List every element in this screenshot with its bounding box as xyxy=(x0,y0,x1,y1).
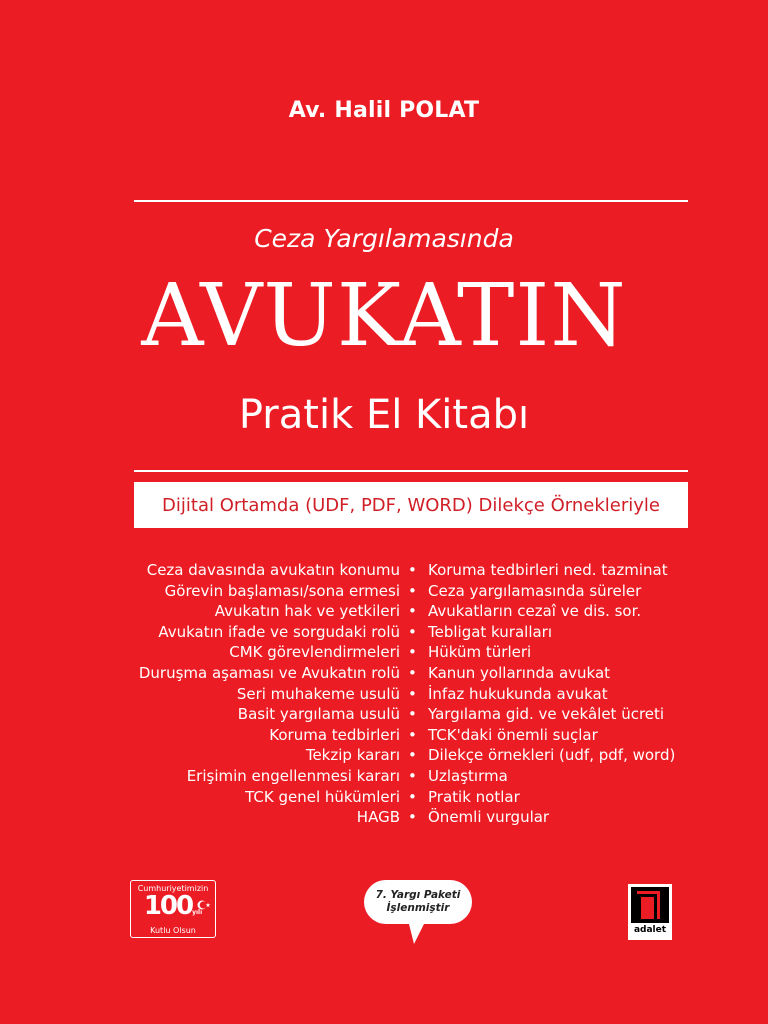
publisher-name: adalet xyxy=(633,925,667,935)
feature-banner xyxy=(134,482,688,528)
topic-right-item xyxy=(408,622,748,643)
bullet-icon: • xyxy=(408,561,417,579)
topic-left-item: Seri muhakeme usulü xyxy=(236,684,400,703)
topic-right-item xyxy=(408,787,748,808)
topic-right-item xyxy=(408,642,748,663)
topic-right-text: Pratik notlar xyxy=(428,787,520,806)
topic-left-item: Koruma tedbirleri xyxy=(269,725,400,744)
topic-right-item xyxy=(408,704,748,725)
bullet-icon: • xyxy=(408,787,417,806)
badge-suffix: yılı xyxy=(192,909,203,916)
bullet-icon: • xyxy=(408,746,417,765)
topic-right-item xyxy=(408,663,748,684)
topics-right-list xyxy=(408,560,748,828)
topic-right-item xyxy=(408,684,748,705)
topic-left-item: Avukatın ifade ve sorgudaki rolü xyxy=(158,622,400,641)
badge-top-text: Cumhuriyetimizin xyxy=(137,884,209,893)
top-divider xyxy=(134,200,688,202)
topic-right-text: Önemli vurgular xyxy=(428,808,550,827)
topic-left-item: Ceza davasında avukatın konumu xyxy=(146,561,400,579)
bullet-icon: • xyxy=(408,643,417,662)
bubble-line-1: 7. Yargı Paketi xyxy=(375,889,461,901)
bubble-tail-icon xyxy=(404,920,434,946)
bullet-icon: • xyxy=(408,663,417,682)
bullet-icon: • xyxy=(408,705,417,724)
topic-right-text: Avukatların cezaî ve dis. sor. xyxy=(428,602,642,621)
publisher-mark-icon xyxy=(631,887,669,923)
topic-right-text: Koruma tedbirleri ned. tazminat xyxy=(428,561,668,579)
bottom-divider xyxy=(134,470,688,472)
topic-right-item xyxy=(408,725,748,746)
bullet-icon: • xyxy=(408,602,417,621)
topic-right-item xyxy=(408,581,748,602)
topic-right-text: Dilekçe örnekleri (udf, pdf, word) xyxy=(428,746,676,765)
crescent-star-icon xyxy=(197,899,211,911)
topic-right-text: Tebligat kuralları xyxy=(428,622,553,641)
bullet-icon: • xyxy=(408,581,417,600)
bullet-icon: • xyxy=(408,622,417,641)
badge-bottom-text: Kutlu Olsun xyxy=(150,926,196,935)
author-name: Av. Halil POLAT xyxy=(288,98,480,123)
topic-left-item: CMK görevlendirmeleri xyxy=(229,643,400,662)
title-prefix: Ceza Yargılamasında xyxy=(254,224,514,253)
topic-right-text: Hüküm türleri xyxy=(428,643,532,662)
judicial-package-bubble xyxy=(364,880,474,946)
topic-right-item xyxy=(408,601,748,622)
feature-banner-text: Dijital Ortamda (UDF, PDF, WORD) Dilekçe Örnekleriyle xyxy=(162,494,660,516)
topic-left-item: Basit yargılama usulü xyxy=(237,705,400,724)
topic-right-item xyxy=(408,745,748,766)
bubble-body xyxy=(364,880,472,924)
badge-number-text: 100 xyxy=(143,891,193,921)
bullet-icon: • xyxy=(408,684,417,703)
topic-left-item: TCK genel hükümleri xyxy=(245,787,400,806)
main-title: AVUKATIN xyxy=(141,266,627,366)
bullet-icon: • xyxy=(408,766,417,785)
topics-left-list xyxy=(60,560,400,828)
topic-right-text: Kanun yollarında avukat xyxy=(428,663,611,682)
topic-right-item xyxy=(408,766,748,787)
topic-right-text: TCK'daki önemli suçlar xyxy=(428,725,598,744)
topic-left-item: Tekzip kararı xyxy=(305,746,400,765)
topic-right-item xyxy=(408,560,748,581)
topic-left-item: Duruşma aşaması ve Avukatın rolü xyxy=(138,663,400,682)
bullet-icon: • xyxy=(408,725,417,744)
bubble-line-2: İşlenmiştir xyxy=(386,902,450,914)
sub-title: Pratik El Kitabı xyxy=(238,392,530,438)
centenary-badge xyxy=(130,880,216,938)
topic-right-item xyxy=(408,807,748,828)
publisher-logo xyxy=(628,884,672,940)
bullet-icon: • xyxy=(408,808,417,827)
topic-left-item: HAGB xyxy=(356,808,400,827)
topic-left-item: Erişimin engellenmesi kararı xyxy=(186,766,400,785)
topic-left-item: Görevin başlaması/sona ermesi xyxy=(164,581,400,600)
topic-left-item: Avukatın hak ve yetkileri xyxy=(214,602,400,621)
topic-right-text: Yargılama gid. ve vekâlet ücreti xyxy=(428,705,665,724)
topic-right-text: Ceza yargılamasında süreler xyxy=(428,581,642,600)
topic-right-text: İnfaz hukukunda avukat xyxy=(428,684,608,703)
topic-right-text: Uzlaştırma xyxy=(428,766,508,785)
